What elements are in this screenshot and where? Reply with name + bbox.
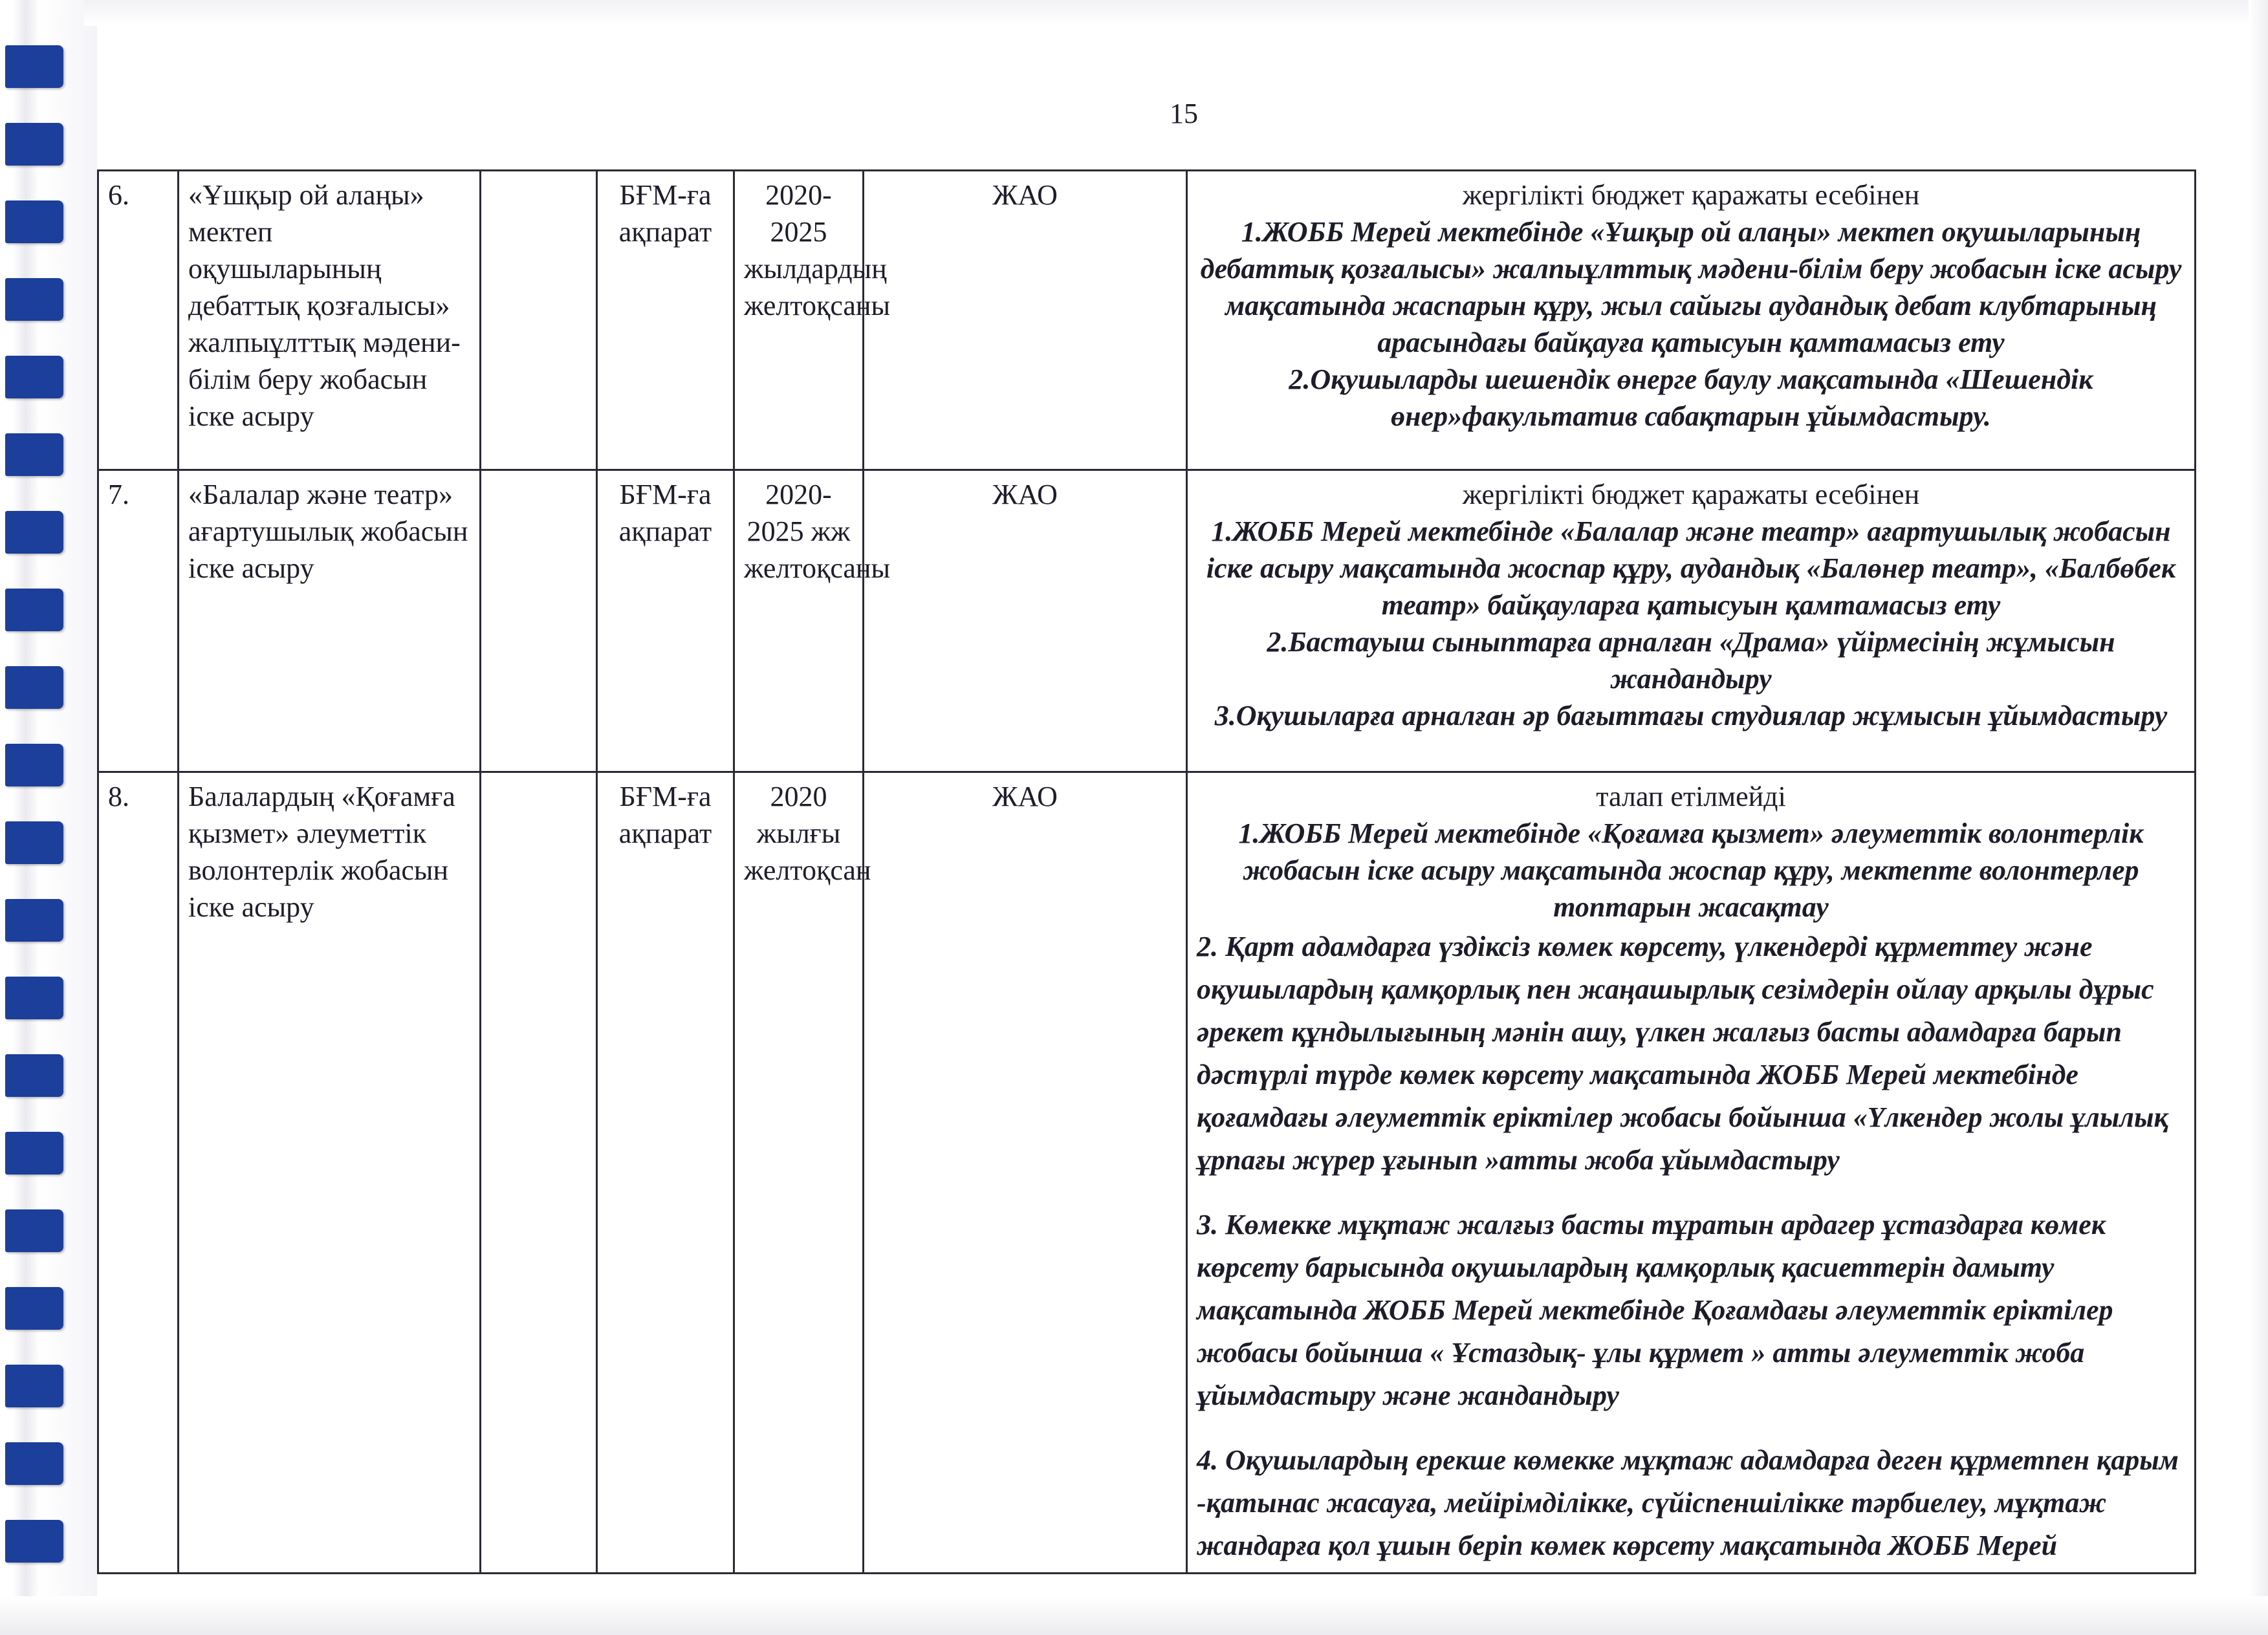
- page-number: 15: [1170, 98, 1198, 129]
- measures-cell: [1187, 470, 2196, 772]
- table-row: [98, 171, 2196, 470]
- event-name: Балалардың «Қоғамға қызмет» әлеуметтік волонтерлік жобасын іске асыру: [179, 772, 481, 1574]
- funding-source: талап етілмейді: [1596, 781, 1786, 812]
- measure-item: 1.ЖОББ Мерей мектебінде «Ұшқыр ой алаңы» мектеп оқушыларының дебаттық қозғалысы» жалпыұлттық мәдени-білім беру жобасын іске асыру мақсатында жаспарын құру, жыл сайыгы аудандық дебат клубтарының арасындағы байқауға қатысуын қамтамасыз ету: [1200, 216, 2182, 358]
- deadline: 2020-2025 жж желтоқсаны: [734, 470, 864, 772]
- measures-cell: [1187, 772, 2196, 1574]
- row-number: 7.: [98, 470, 179, 772]
- measure-item: 1.ЖОББ Мерей мектебінде «Қоғамға қызмет» әлеуметтік волонтерлік жобасын іске асыру мақсатында жоспар құру, мектепте волонтерлер топтарын жасақтау: [1238, 817, 2144, 923]
- report-form: БҒМ-ға ақпарат: [597, 171, 734, 470]
- page-edge-shadow: [2249, 0, 2268, 1635]
- measure-item: 2.Бастауыш сыныптарға арналған «Драма» үйірмесінің жұмысын жандандыру: [1267, 626, 2115, 695]
- page-top-shadow: [84, 0, 2268, 26]
- report-form: БҒМ-ға ақпарат: [597, 470, 734, 772]
- responsible: ЖАО: [864, 772, 1187, 1574]
- empty-cell: [481, 470, 597, 772]
- measure-item: 1.ЖОББ Мерей мектебінде «Балалар және театр» ағартушылық жобасын іске асыру мақсатында жоспар құру, аудандық «Балөнер театр», «Балбөбек театр» байқауларға қатысуын қамтамасыз ету: [1206, 515, 2176, 621]
- spiral-binding: [0, 0, 97, 1635]
- measure-item: 3.Оқушыларға арналған әр бағыттағы студиялар жұмысын ұйымдастыру: [1214, 700, 2168, 731]
- responsible: ЖАО: [864, 171, 1187, 470]
- measure-item: 3. Көмекке мұқтаж жалғыз басты тұратын ардагер ұстаздарға көмек көрсету барысында оқушылардың қамқорлық қасиеттерін дамыту мақсатында ЖОББ Мерей мектебінде Қоғамдағы әлеуметтік еріктілер жобасы бойынша « Ұстаздық- ұлы құрмет » атты әлеуметтік жоба ұйымдастыру және жандандыру: [1197, 1209, 2113, 1411]
- row-number: 8.: [98, 772, 179, 1574]
- measures-cell: [1187, 171, 2196, 470]
- event-name: «Ұшқыр ой алаңы» мектеп оқушыларының дебаттық қозғалысы» жалпыұлттық мәдени-білім беру жобасын іске асыру: [179, 171, 481, 470]
- responsible: ЖАО: [864, 470, 1187, 772]
- deadline: 2020 жылғы желтоқсан: [734, 772, 864, 1574]
- funding-source: жергілікті бюджет қаражаты есебінен: [1462, 479, 1920, 510]
- measure-item: 2.Оқушыларды шешендік өнерге баулу мақсатында «Шешендік өнер»факультатив сабақтарын ұйымдастыру.: [1289, 363, 2093, 432]
- page-bottom-shadow: [0, 1596, 2268, 1635]
- report-form: БҒМ-ға ақпарат: [597, 772, 734, 1574]
- table-row: [98, 772, 2196, 1574]
- event-name: «Балалар және театр» ағартушылық жобасын іске асыру: [179, 470, 481, 772]
- empty-cell: [481, 772, 597, 1574]
- deadline: 2020-2025 жылдардың желтоқсаны: [734, 171, 864, 470]
- funding-source: жергілікті бюджет қаражаты есебінен: [1462, 179, 1920, 211]
- measure-item: 2. Қарт адамдарға үздіксіз көмек көрсету, үлкендерді құрметтеу және оқушылардың қамқорлық пен жаңашырлық сезімдерін ойлау арқылы дұрыс әрекет құндылығының мәнін ашу, үлкен жалғыз басты адамдарға барып дәстүрлі түрде көмек көрсету мақсатында ЖОББ Мерей мектебінде қоғамдағы әлеуметтік еріктілер жобасы бойынша «Үлкендер жолы ұлылық ұрпағы жүрер ұғынып »атты жоба ұйымдастыру: [1197, 931, 2168, 1176]
- table-row: [98, 470, 2196, 772]
- empty-cell: [481, 171, 597, 470]
- measure-item: 4. Оқушылардың ерекше көмекке мұқтаж адамдарға деген құрметпен қарым -қатынас жасауға, мейірімділікке, сүйіспеншілікке тәрбиелеу, мұқтаж жандарға қол ұшын беріп көмек көрсету мақсатында ЖОББ Мерей: [1197, 1444, 2179, 1561]
- action-plan-table: [97, 169, 2196, 1574]
- row-number: 6.: [98, 171, 179, 470]
